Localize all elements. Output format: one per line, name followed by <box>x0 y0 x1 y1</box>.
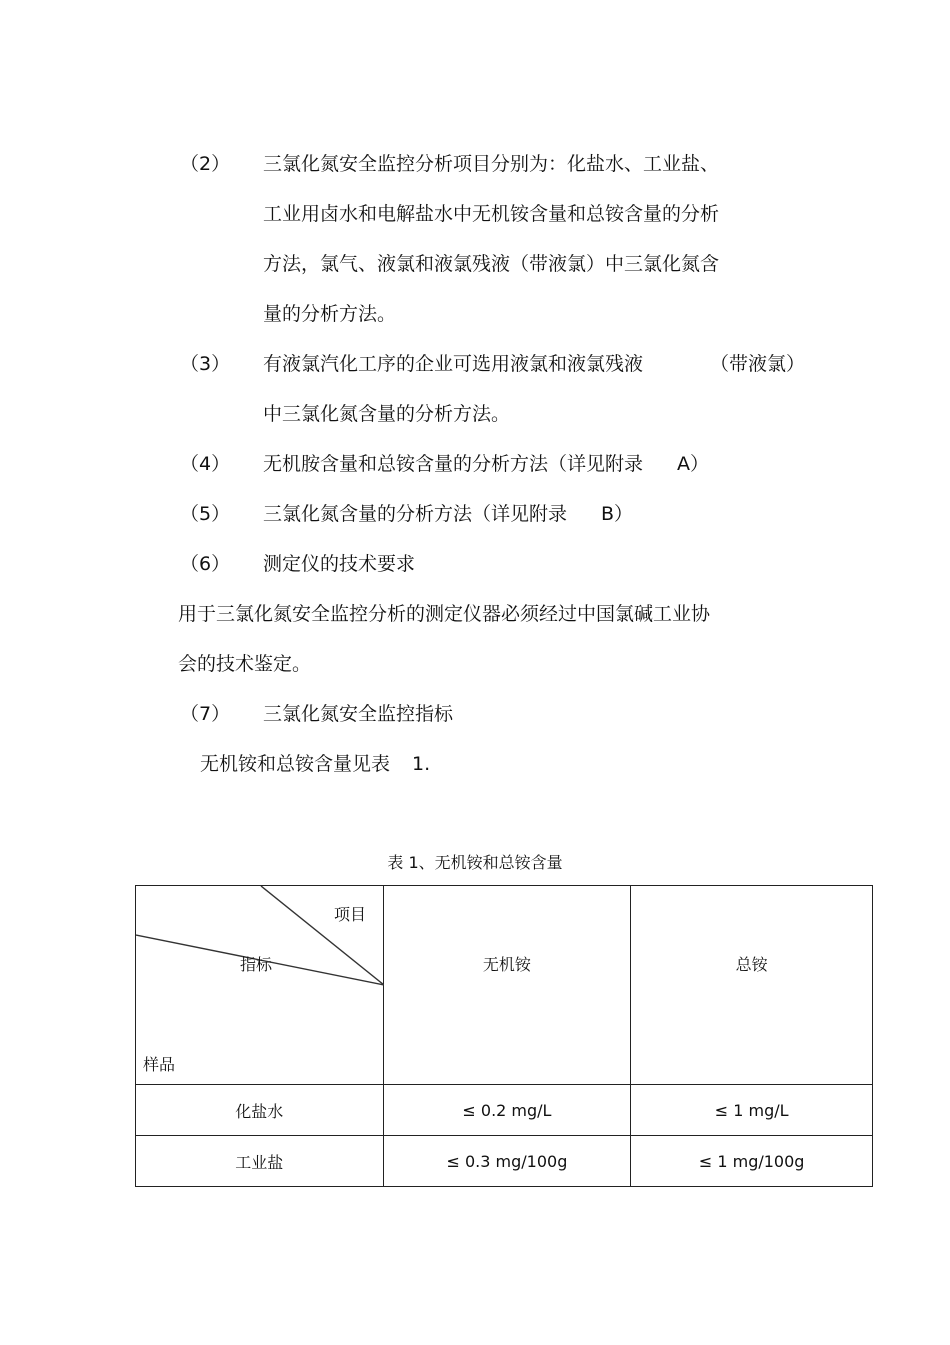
corner-label-indicator: 指标 <box>240 955 273 974</box>
item-text: 有液氯汽化工序的企业可选用液氯和液氯残液 <box>263 353 644 375</box>
item-text: 三氯化氮安全监控分析项目分别为：化盐水、工业盐、 <box>263 153 720 175</box>
item-text: 工业用卤水和电解盐水中无机铵含量和总铵含量的分析 <box>263 203 720 225</box>
paragraph-line: 用于三氯化氮安全监控分析的测定仪器必须经过中国氯碱工业协 <box>178 603 711 625</box>
value-cell: ≤ 1 mg/L <box>631 1085 873 1136</box>
value-cell: ≤ 0.2 mg/L <box>383 1085 631 1136</box>
item-number: （4） <box>180 453 231 475</box>
table-caption: 表 1、无机铵和总铵含量 <box>387 853 563 872</box>
table-corner-cell <box>136 886 384 1085</box>
column-header: 总铵 <box>631 886 873 1085</box>
item-number: （2） <box>180 153 231 175</box>
item-number: （5） <box>180 503 231 525</box>
table-intro: 无机铵和总铵含量见表 1. <box>200 753 431 775</box>
table-row <box>136 1085 873 1136</box>
item-text: 方法，氯气、液氯和液氯残液（带液氯）中三氯化氮含 <box>263 253 720 275</box>
item-number: （3） <box>180 353 231 375</box>
ammonium-table <box>135 885 873 1187</box>
corner-label-sample: 样品 <box>143 1055 176 1074</box>
item-text: 中三氯化氮含量的分析方法。 <box>263 403 511 425</box>
sample-cell: 化盐水 <box>136 1085 384 1136</box>
corner-label-item: 项目 <box>334 905 367 924</box>
sample-cell: 工业盐 <box>136 1136 384 1187</box>
value-cell: ≤ 1 mg/100g <box>631 1136 873 1187</box>
item-text: 量的分析方法。 <box>263 303 397 325</box>
item-text: 三氯化氮含量的分析方法（详见附录 B） <box>263 503 634 525</box>
item-number: （6） <box>180 553 231 575</box>
table-row <box>136 1136 873 1187</box>
item-text: 无机胺含量和总铵含量的分析方法（详见附录 A） <box>263 453 710 475</box>
item-text: 三氯化氮安全监控指标 <box>263 703 454 725</box>
paragraph-line: 会的技术鉴定。 <box>178 653 312 675</box>
item-text: 测定仪的技术要求 <box>263 553 416 575</box>
item-text: （带液氯） <box>710 353 806 375</box>
item-number: （7） <box>180 703 231 725</box>
column-header: 无机铵 <box>383 886 631 1085</box>
value-cell: ≤ 0.3 mg/100g <box>383 1136 631 1187</box>
